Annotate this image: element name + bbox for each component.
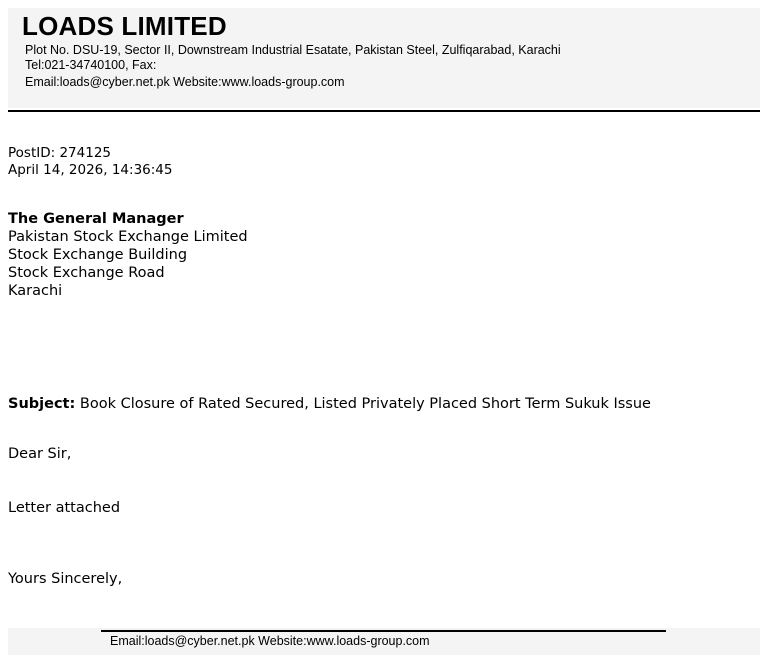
recipient-organization: Pakistan Stock Exchange Limited [8,229,248,245]
closing: Yours Sincerely, [8,571,123,587]
letter-body: Letter attached [8,500,121,516]
post-id: PostID: 274125 [8,145,111,161]
company-address: Plot No. DSU-19, Sector II, Downstream Industrial Esatate, Pakistan Steel, Zulfiqarabad, Karachi [25,43,561,57]
company-email-website: Email:loads@cyber.net.pk Website:www.loads-group.com [25,75,345,89]
recipient-road: Stock Exchange Road [8,265,165,281]
subject-line [8,395,651,413]
subject-text: Book Closure of Rated Secured, Listed Privately Placed Short Term Sukuk Issue [75,396,651,412]
post-date: April 14, 2026, 14:36:45 [8,162,173,178]
salutation: Dear Sir, [8,446,72,462]
recipient-title: The General Manager [8,211,184,227]
recipient-city: Karachi [8,283,63,299]
recipient-address-block [8,210,248,300]
recipient-building: Stock Exchange Building [8,247,188,263]
subject-label: Subject: [8,396,76,412]
footer-email-website: Email:loads@cyber.net.pk Website:www.loads-group.com [110,634,430,648]
header-divider [8,110,760,112]
footer-divider [101,630,666,632]
company-phone-fax: Tel:021-34740100, Fax: [25,58,157,72]
company-name: LOADS LIMITED [22,11,227,41]
